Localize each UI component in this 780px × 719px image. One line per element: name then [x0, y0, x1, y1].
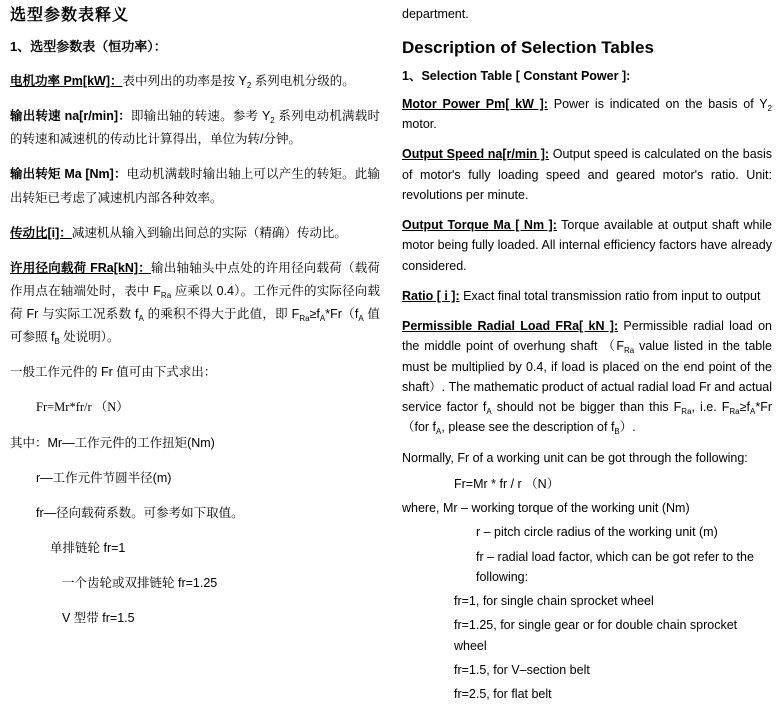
term-output-speed-text2: 系列电动机满载时的转速和减速机的传动比计算得出，单位为转/分钟。 [10, 109, 380, 147]
term-output-speed-text: 即输出轴的转速。参考 Y [131, 109, 271, 124]
english-fr-125: fr=1.25, for single gear or for double chain sprocket wheel [454, 618, 738, 653]
subscript-ra-1: Ra [160, 290, 172, 300]
where-fr: fr—径向载荷系数。可参考如下取值。 [36, 505, 244, 520]
term-radial-text-f: 值可参照 f [10, 307, 380, 345]
en-term-radial-e: ≥f [739, 400, 750, 415]
item-gear-or-double-chain: 一个齿轮或双排链轮 fr=1.25 [62, 576, 218, 591]
subscript-ra-2: Ra [299, 314, 310, 324]
en-term-motor-power-text2: motor. [402, 117, 437, 132]
en-term-motor-power: Motor Power Pm[ kW ]: [402, 96, 548, 111]
english-fr-25: fr=2.5, for flat belt [454, 687, 552, 702]
term-motor-power-text2: 系列电机分级的。 [251, 74, 355, 89]
paragraph-motor-power [10, 70, 380, 93]
subscript-2: 2 [246, 81, 252, 91]
en-term-motor-power-text: Power is indicated on the basis of Y [547, 96, 768, 111]
term-radial-text-e: *Fr（f [325, 307, 359, 322]
paragraph-ratio [10, 222, 380, 245]
term-radial-label: 许用径向载荷 FRa[kN]： [10, 260, 151, 275]
paragraph-radial-load [10, 257, 380, 350]
subscript-fa-3: A [358, 314, 364, 324]
english-paragraph-output-torque [402, 215, 772, 276]
en-subscript-fa-3: A [436, 427, 442, 437]
en-term-radial: Permissible Radial Load FRa[ kN ]: [402, 319, 619, 334]
paragraph-output-speed [10, 105, 380, 151]
en-term-radial-c: should not be bigger than this F [491, 400, 682, 415]
en-subscript-ra-2: Ra [681, 407, 692, 417]
en-term-radial-g: , please see the description of f [441, 420, 615, 435]
english-paragraph-motor-power [402, 94, 772, 135]
en-term-radial-h: ）. [619, 420, 636, 435]
subscript-fa-1: A [138, 314, 144, 324]
en-term-radial-f: *Fr （for f [402, 400, 772, 435]
term-radial-text-d: ≥f [309, 307, 320, 322]
paragraph-general-fr: 一般工作元件的 Fr 值可由下式求出： [10, 365, 217, 380]
en-term-output-torque-text: Torque available at output shaft while motor being fully loaded. All internal efficiency factors have already considered. [402, 218, 772, 273]
english-paragraph-ratio [402, 286, 772, 306]
term-motor-power-text: 表中列出的功率是按 Y [122, 74, 247, 89]
term-radial-text-b: 应乘以 0.4）。工作元件的实际径向载荷 Fr 与实际工况系数 f [10, 283, 380, 322]
subscript-fb-1: B [54, 337, 60, 347]
section-1-heading: 1、选型参数表（恒功率）： [10, 39, 167, 55]
formula-fr: Fr=Mr*fr/r （N） [36, 400, 129, 415]
en-subscript-fa-2: A [749, 407, 756, 417]
english-paragraph-output-speed [402, 144, 772, 205]
term-output-torque-label: 输出转矩 Ma [Nm]： [10, 167, 127, 182]
term-motor-power: 电机功率 Pm[kW]： [10, 74, 123, 89]
continuation-line-department: department. [402, 7, 469, 21]
en-term-ratio-text: Exact final total transmission ratio from input to output [459, 288, 761, 303]
en-subscript-2: 2 [767, 103, 772, 113]
english-formula-fr: Fr=Mr * fr / r （N） [454, 476, 560, 491]
english-where-r: r – pitch circle radius of the working unit (m) [476, 525, 718, 540]
term-radial-text-a: 输出轴轴头中点处的许用径向载荷（载荷作用点在轴端处时，表中 F [10, 260, 380, 298]
en-term-radial-b: value listed in the table must be multiplied by 0.4, if load is placed on the end point of the shaft）. The mathematic product of actual radial load Fr and actual service factor f [402, 339, 772, 415]
en-term-ratio: Ratio [ i ]: [402, 288, 460, 303]
paragraph-output-torque [10, 163, 380, 209]
en-subscript-ra-3: Ra [729, 407, 740, 417]
term-output-speed [10, 109, 131, 123]
en-subscript-ra-1: Ra [623, 346, 635, 356]
en-term-radial-a: Permissible radial load on the middle point of overhung shaft （F [402, 319, 772, 354]
right-column-english [398, 0, 780, 719]
term-ratio-label: 传动比[i]： [10, 225, 72, 240]
english-where-fr: fr – radial load factor, which can be got refer to the following: [476, 549, 754, 584]
term-ratio-text: 减速机从输入到输出间总的实际（精确）传动比。 [71, 225, 347, 240]
term-output-speed-label: 输出转速 na[r/min]： [10, 109, 132, 124]
subscript-2b: 2 [270, 116, 275, 126]
english-paragraph-radial-load [402, 316, 772, 438]
item-single-chain-sprocket: 单排链轮 fr=1 [50, 540, 126, 555]
en-subscript-fa-1: A [486, 407, 492, 417]
item-v-belt: V 型带 fr=1.5 [62, 611, 135, 626]
english-normally-line: Normally, Fr of a working unit can be got through the following: [402, 450, 748, 465]
english-fr-1: fr=1, for single chain sprocket wheel [454, 594, 654, 609]
page-title: 选型参数表释义 [10, 7, 130, 24]
en-subscript-fb-1: B [614, 427, 620, 437]
en-term-output-speed-text: Output speed is calculated on the basis of motor's fully loading speed and geared motor's ratio. Unit: revolutions per minute. [402, 147, 772, 202]
where-r: r—工作元件节圆半径(m) [36, 470, 172, 485]
english-where-mr: where, Mr – working torque of the working unit (Nm) [402, 501, 690, 516]
english-section-1-heading: 1、Selection Table [ Constant Power ]: [402, 69, 631, 84]
subscript-fa-2: A [319, 314, 326, 324]
term-output-torque-text: 电动机满载时输出轴上可以产生的转矩。此输出转矩已考虑了减速机内部各种效率。 [10, 167, 380, 205]
where-mr: 其中：Mr—工作元件的工作扭矩(Nm) [10, 435, 215, 450]
en-term-radial-d: , i.e. F [691, 400, 730, 415]
english-title: Description of Selection Tables [402, 38, 654, 57]
en-term-output-torque: Output Torque Ma [ Nm ]: [402, 218, 557, 233]
en-term-output-speed: Output Speed na[r/min ]: [402, 147, 550, 162]
term-radial-text-c: 的乘积不得大于此值，即 F [143, 307, 300, 322]
english-fr-15: fr=1.5, for V–section belt [454, 662, 590, 677]
term-radial-text-g: 处说明）。 [59, 330, 120, 345]
